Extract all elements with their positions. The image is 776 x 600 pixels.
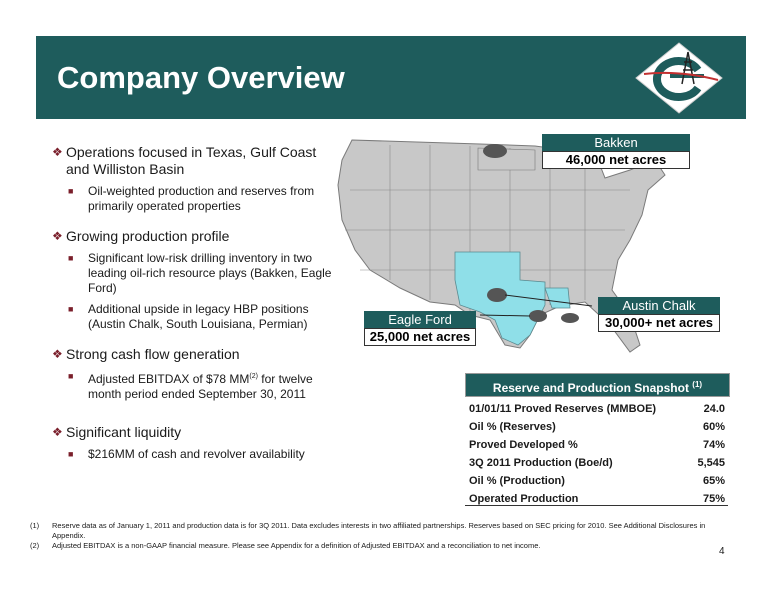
table-row [469, 436, 725, 454]
row-value: 74% [702, 439, 725, 451]
eagle-ford-label: Eagle Ford [364, 311, 476, 328]
sub-bullet-text: Oil-weighted production and reserves from primarily operated properties [88, 184, 315, 213]
row-label: Oil % (Reserves) [469, 421, 556, 433]
eagle-ford-play-marker [529, 310, 547, 322]
snapshot-divider [465, 505, 728, 506]
row-value: 75% [702, 493, 725, 505]
bullet-text: Strong cash flow generation [66, 346, 240, 362]
company-logo [632, 40, 726, 116]
sub-bullet-text: $216MM of cash and revolver availability [88, 447, 305, 461]
bullet-diamond-icon: ❖ [52, 229, 63, 243]
bakken-label: Bakken [542, 134, 690, 151]
sub-bullet-icon: ■ [68, 449, 74, 459]
row-value: 24.0 [703, 403, 725, 415]
page-number: 4 [719, 546, 725, 557]
sub-bullet-icon: ■ [68, 186, 74, 196]
bullet-list [52, 144, 342, 476]
louisiana-play-marker [561, 313, 579, 323]
bullet-text: Growing production profile [66, 228, 230, 244]
eagle-ford-acres: 25,000 net acres [364, 328, 476, 346]
sub-bullet-text: Additional upside in legacy HBP positions (Austin Chalk, South Louisiana, Permian) [88, 302, 309, 331]
sub-bullet-icon: ■ [68, 253, 74, 263]
bakken-acres: 46,000 net acres [542, 151, 690, 169]
austin-chalk-acres: 30,000+ net acres [598, 314, 720, 332]
footnote-text: Adjusted EBITDAX is a non-GAAP financial measure. Please see Appendix for a definition of Adjusted EBITDAX and a reconciliation to net income. [52, 541, 541, 550]
sub-bullet-icon: ■ [68, 304, 74, 314]
sub-bullet-text: Significant low-risk drilling inventory in two leading oil-rich resource plays (Bakken, Eagle Ford) [88, 251, 332, 295]
row-value: 65% [702, 475, 725, 487]
sub-bullet-text: Adjusted EBITDAX of $78 MM$^{(2)}$ for twelve month period ended September 30, 2011 [88, 372, 313, 401]
snapshot-table [469, 400, 725, 508]
row-label: Proved Developed % [469, 439, 578, 451]
row-label: 01/01/11 Proved Reserves (MMBOE) [469, 403, 657, 415]
footnote-text: Reserve data as of January 1, 2011 and production data is for 3Q 2011. Data excludes interests in two affiliated partnerships. Reserves based on SEC pricing for 2010. See Additional Disclosures in Appendix. [52, 521, 706, 540]
table-row [469, 418, 725, 436]
snapshot-title: Reserve and Production Snapshot $^{(1)}$ [465, 373, 730, 397]
bullet-diamond-icon: ❖ [52, 425, 63, 439]
bullet-diamond-icon: ❖ [52, 145, 63, 159]
page-title: Company Overview [57, 60, 345, 95]
row-label: 3Q 2011 Production (Boe/d) [469, 457, 613, 469]
austin-chalk-play-marker [487, 288, 507, 302]
sub-bullet-icon: ■ [68, 371, 74, 381]
row-value: 60% [702, 421, 725, 433]
bullet-text: Significant liquidity [66, 424, 182, 440]
footnote-number: (1) [30, 521, 40, 530]
table-row [469, 472, 725, 490]
bakken-play-marker [483, 144, 507, 158]
bullet-text: Operations focused in Texas, Gulf Coast and Williston Basin [66, 144, 317, 177]
row-label: Oil % (Production) [469, 475, 565, 487]
table-row [469, 400, 725, 418]
bullet-diamond-icon: ❖ [52, 347, 63, 361]
footnote-number: (2) [30, 541, 40, 550]
table-row [469, 454, 725, 472]
austin-chalk-label: Austin Chalk [598, 297, 720, 314]
row-label: Operated Production [469, 493, 579, 505]
footnotes [30, 521, 730, 551]
row-value: 5,545 [697, 457, 725, 469]
